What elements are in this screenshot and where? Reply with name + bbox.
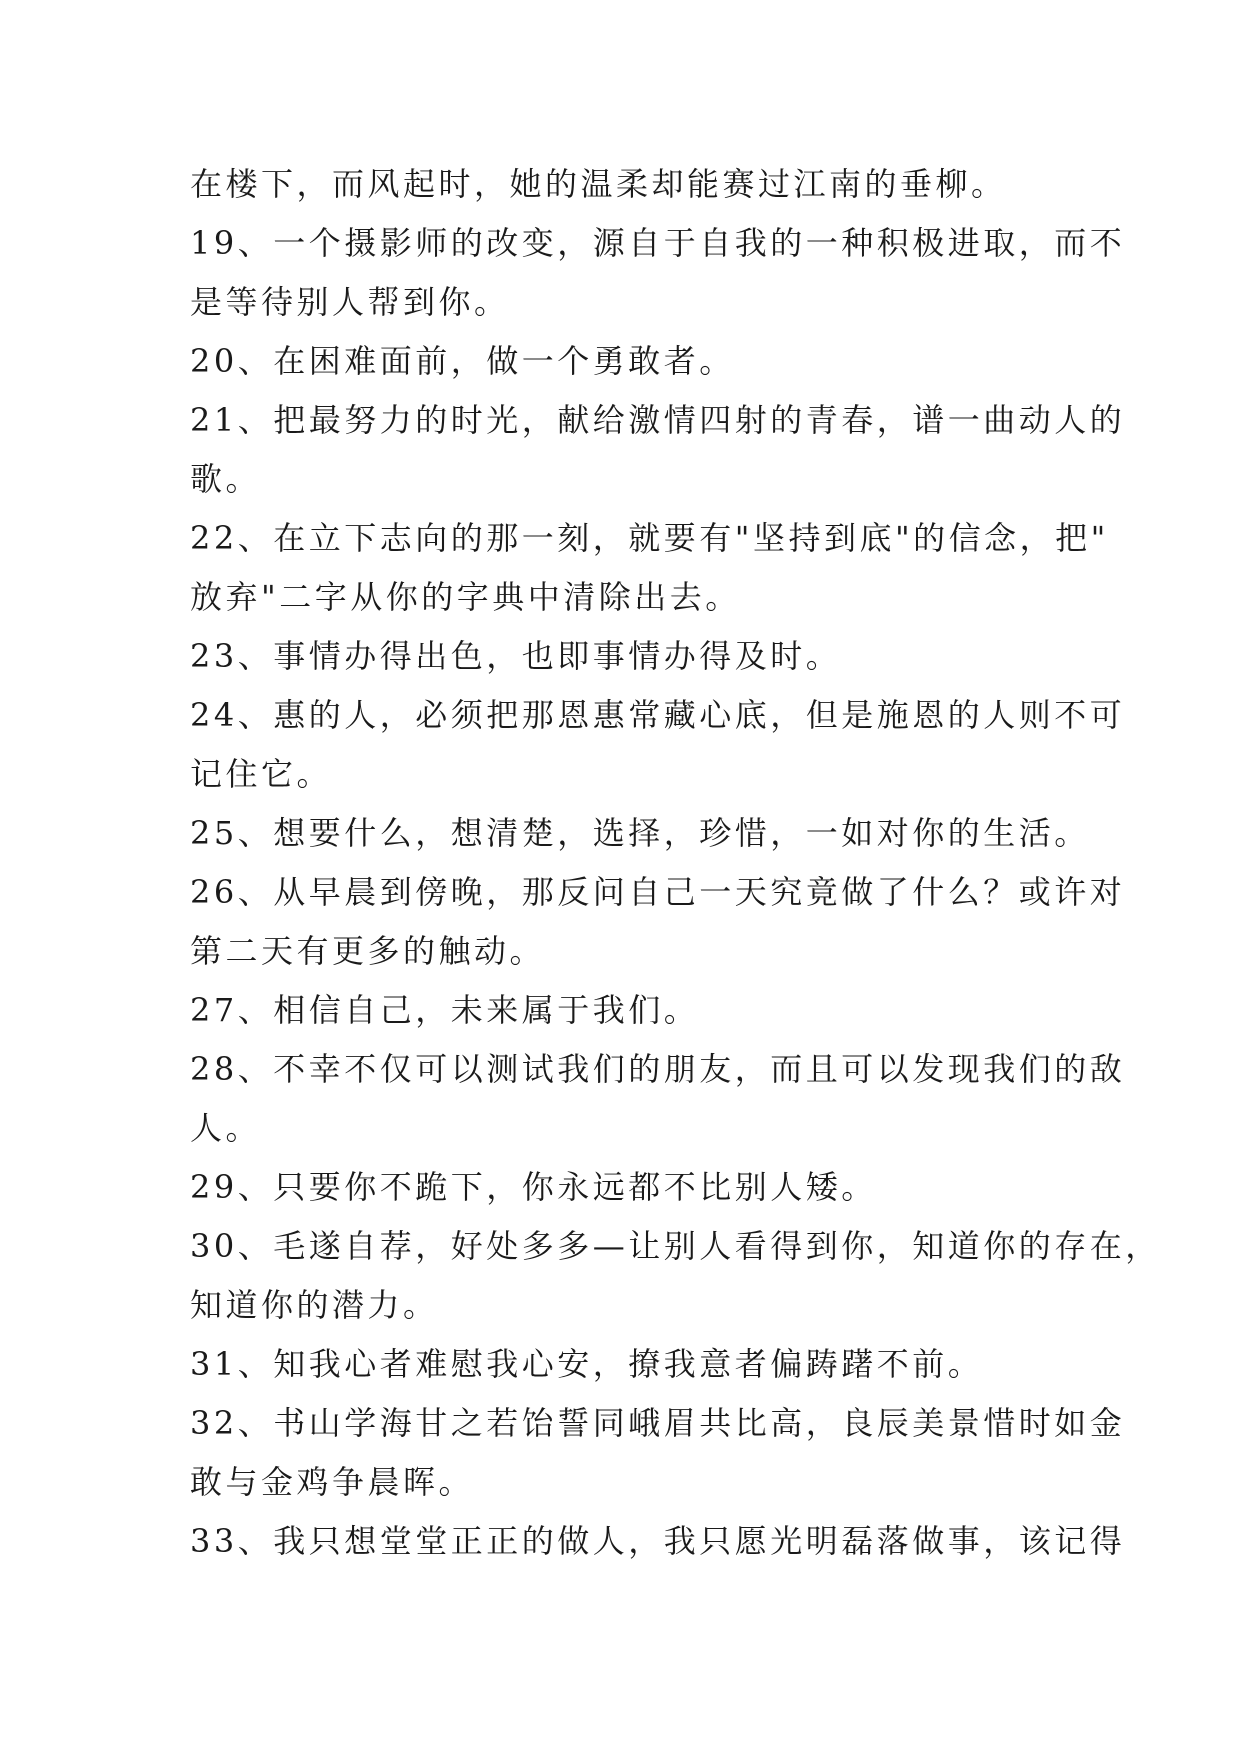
text-line: 31、知我心者难慰我心安，撩我意者偏踌躇不前。: [190, 1345, 984, 1383]
text-line: 32、书山学海甘之若饴誓同峨眉共比高，良辰美景惜时如金: [190, 1404, 1126, 1442]
text-line: 是等待别人帮到你。: [190, 283, 510, 321]
document-body: [190, 155, 1161, 1571]
text-line: 歌。: [190, 460, 262, 498]
text-line: 23、事情办得出色，也即事情办得及时。: [190, 637, 842, 675]
text-line: 22、在立下志向的那一刻，就要有"坚持到底"的信念，把": [190, 519, 1109, 557]
text-line: 33、我只想堂堂正正的做人，我只愿光明磊落做事，该记得: [190, 1522, 1126, 1560]
text-line: 人。: [190, 1109, 262, 1147]
text-line: 21、把最努力的时光，献给激情四射的青春，谱一曲动人的: [190, 401, 1126, 439]
text-line: 在楼下，而风起时，她的温柔却能赛过江南的垂柳。: [190, 165, 1007, 203]
text-line: 记住它。: [190, 755, 333, 793]
text-line: 27、相信自己，未来属于我们。: [190, 991, 700, 1029]
text-line: 24、惠的人，必须把那恩惠常藏心底，但是施恩的人则不可: [190, 696, 1126, 734]
text-line: 26、从早晨到傍晚，那反问自己一天究竟做了什么？或许对: [190, 873, 1126, 911]
text-line: 30、毛遂自荐，好处多多—让别人看得到你，知道你的存在，: [190, 1227, 1161, 1265]
text-line: 25、想要什么，想清楚，选择，珍惜，一如对你的生活。: [190, 814, 1090, 852]
text-line: 第二天有更多的触动。: [190, 932, 546, 970]
text-line: 放弃"二字从你的字典中清除出去。: [190, 578, 741, 616]
text-line: 知道你的潜力。: [190, 1286, 439, 1324]
text-line: 28、不幸不仅可以测试我们的朋友，而且可以发现我们的敌: [190, 1050, 1126, 1088]
text-line: 敢与金鸡争晨晖。: [190, 1463, 475, 1501]
text-line: 29、只要你不跪下，你永远都不比别人矮。: [190, 1168, 877, 1206]
text-line: 19、一个摄影师的改变，源自于自我的一种积极进取，而不: [190, 224, 1126, 262]
text-line: 20、在困难面前，做一个勇敢者。: [190, 342, 735, 380]
